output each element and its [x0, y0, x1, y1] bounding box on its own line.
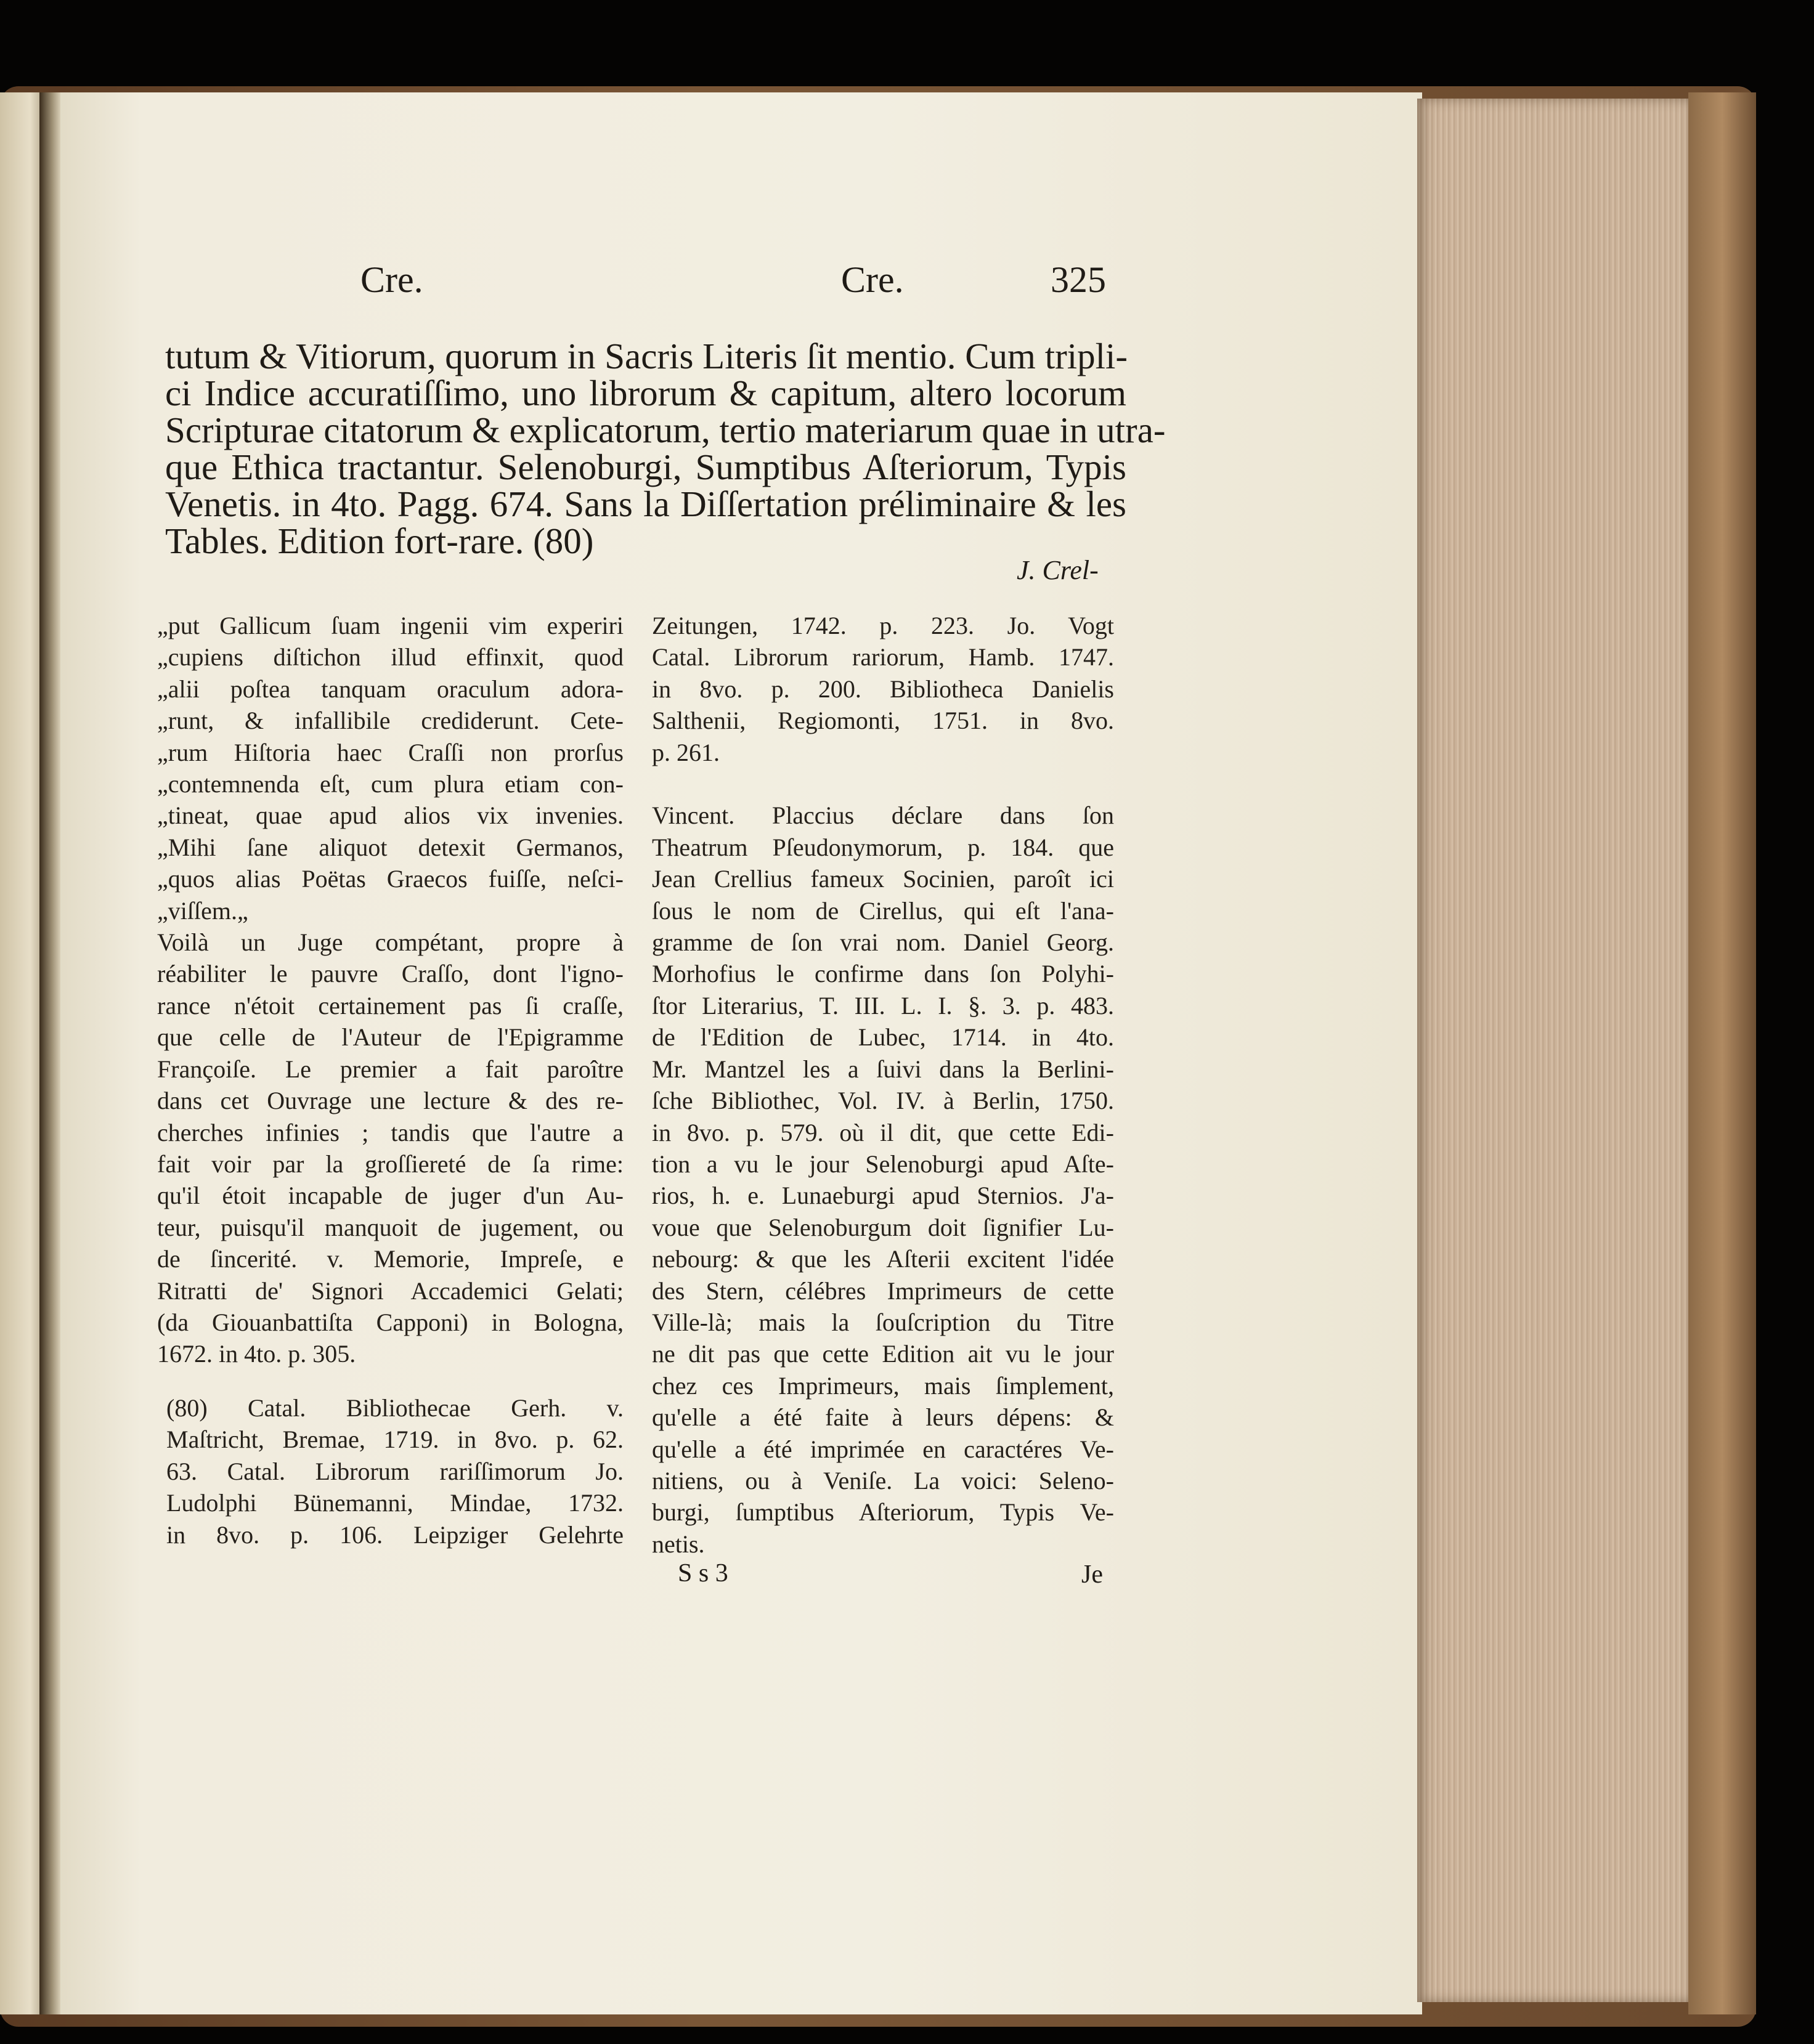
text-line: Ritratti de' Signori Accademici Gelati;	[157, 1276, 624, 1305]
column-catchword: J. Crel-	[1017, 555, 1099, 585]
text-line: „rum Hiſtoria haec Craſſi non prorſus	[157, 738, 624, 766]
text-line: „tineat, quae apud alios vix invenies.	[157, 801, 624, 830]
text-line: voue que Selenoburgum doit ſignifier Lu-	[652, 1213, 1114, 1241]
text-line: Salthenii, Regiomonti, 1751. in 8vo.	[652, 707, 1114, 735]
body-line: Venetis. in 4to. Pagg. 674. Sans la Diſſertation préliminaire & les	[165, 484, 1126, 524]
footnote-line: Ludolphi Bünemanni, Mindae, 1732.	[166, 1489, 624, 1517]
text-line: fait voir par la groſſiereté de ſa rime:	[157, 1150, 624, 1178]
running-head-left: Cre.	[360, 259, 423, 300]
cover-edge	[1688, 92, 1756, 2014]
text-line: qu'il étoit incapable de juger d'un Au-	[157, 1182, 624, 1210]
page-edges	[1417, 99, 1688, 2002]
text-line: qu'elle a été imprimée en caractéres Ve-	[652, 1435, 1114, 1463]
footnote	[166, 1392, 624, 1551]
text-line: in 8vo. p. 200. Bibliotheca Danielis	[652, 675, 1114, 703]
text-line: tion a vu le jour Selenoburgi apud Aſte-	[652, 1150, 1114, 1178]
text-line: Vincent. Placcius déclare dans ſon	[652, 801, 1114, 830]
footnote-line: Maſtricht, Bremae, 1719. in 8vo. p. 62.	[166, 1426, 624, 1454]
text-line: rance n'étoit certainement pas ſi craſſe,	[157, 991, 624, 1020]
text-line: „runt, & infallibile crediderunt. Cete-	[157, 707, 624, 735]
text-line: Ville-là; mais la ſouſcription du Titre	[652, 1308, 1114, 1336]
text-line: de ſincerité. v. Memorie, Impreſe, e	[157, 1245, 624, 1273]
footnote-line: (80) Catal. Bibliothecae Gerh. v.	[166, 1394, 624, 1422]
text-line: Jean Crellius fameux Socinien, paroît ici	[652, 865, 1114, 893]
text-line: „Mihi ſane aliquot detexit Germanos,	[157, 833, 624, 861]
text-line: „viſſem.„	[157, 896, 248, 925]
catchword: Je	[1081, 1560, 1103, 1589]
text-line: cherches infinies ; tandis que l'autre a	[157, 1118, 624, 1146]
text-line: rios, h. e. Lunaeburgi apud Sternios. J'a-	[652, 1182, 1114, 1210]
text-line: que celle de l'Auteur de l'Epigramme	[157, 1023, 624, 1052]
text-line: „cupiens diſtichon illud effinxit, quod	[157, 643, 624, 671]
signature-mark: S s 3	[678, 1559, 728, 1588]
text-line: Catal. Librorum rariorum, Hamb. 1747.	[652, 643, 1114, 671]
text-line: dans cet Ouvrage une lecture & des re-	[157, 1087, 624, 1115]
left-column	[157, 610, 624, 1370]
body-line: ci Indice accuratiſſimo, uno librorum & capitum, altero locorum	[165, 373, 1126, 413]
text-line: gramme de ſon vrai nom. Daniel Georg.	[652, 928, 1114, 957]
text-line: „alii poſtea tanquam oraculum adora-	[157, 675, 624, 703]
text-line: réabiliter le pauvre Craſſo, dont l'igno-	[157, 960, 624, 988]
text-line: Morhofius le confirme dans ſon Polyhi-	[652, 960, 1114, 988]
page-number: 325	[1051, 259, 1106, 300]
text-line: „put Gallicum ſuam ingenii vim experiri	[157, 612, 624, 639]
text-line: „quos alias Poëtas Graecos fuiſſe, neſci-	[157, 865, 624, 893]
running-head-center: Cre.	[841, 259, 904, 300]
text-line: nebourg: & que les Aſterii excitent l'idée	[652, 1245, 1114, 1273]
text-line: qu'elle a été faite à leurs dépens: &	[652, 1403, 1114, 1432]
body-line: tutum & Vitiorum, quorum in Sacris Literis ſit mentio. Cum tripli-	[165, 336, 1128, 376]
text-line: teur, puisqu'il manquoit de jugement, ou	[157, 1213, 624, 1241]
footnote-line: 63. Catal. Librorum rariſſimorum Jo.	[166, 1457, 624, 1485]
text-line: p. 261.	[652, 738, 720, 766]
text-line: ſtor Literarius, T. III. L. I. §. 3. p. 483.	[652, 991, 1114, 1020]
text-line: Zeitungen, 1742. p. 223. Jo. Vogt	[652, 612, 1114, 639]
text-line: nitiens, ou à Veniſe. La voici: Seleno-	[652, 1466, 1114, 1494]
right-column	[652, 610, 1114, 1560]
text-line: in 8vo. p. 579. où il dit, que cette Edi-	[652, 1118, 1114, 1146]
paragraph-gap	[652, 768, 1114, 800]
text-line: Mr. Mantzel les a ſuivi dans la Berlini-	[652, 1055, 1114, 1083]
gutter	[39, 92, 60, 2014]
body-line: que Ethica tractantur. Selenoburgi, Sumptibus Aſteriorum, Typis	[165, 447, 1126, 487]
text-line: ne dit pas que cette Edition ait vu le jour	[652, 1340, 1114, 1368]
text-line: burgi, ſumptibus Aſteriorum, Typis Ve-	[652, 1498, 1114, 1527]
left-page-edge	[0, 92, 43, 2014]
text-line: de l'Edition de Lubec, 1714. in 4to.	[652, 1023, 1114, 1052]
text-line: Voilà un Juge compétant, propre à	[157, 928, 624, 957]
text-line: des Stern, célébres Imprimeurs de cette	[652, 1276, 1114, 1305]
text-line: Françoiſe. Le premier a fait paroître	[157, 1055, 624, 1083]
text-line: (da Giouanbattiſta Capponi) in Bologna,	[157, 1308, 624, 1336]
text-line: ſous le nom de Cirellus, qui eſt l'ana-	[652, 896, 1114, 925]
text-line: netis.	[652, 1530, 705, 1558]
body-line: Tables. Edition fort-rare. (80)	[165, 521, 594, 561]
text-line: „contemnenda eſt, cum plura etiam con-	[157, 770, 624, 798]
text-line: 1672. in 4to. p. 305.	[157, 1340, 356, 1368]
body-line: Scripturae citatorum & explicatorum, tertio materiarum quae in utra-	[165, 410, 1166, 450]
footnote-line: in 8vo. p. 106. Leipziger Gelehrte	[166, 1520, 624, 1549]
text-line: ſche Bibliothec, Vol. IV. à Berlin, 1750.	[652, 1087, 1114, 1115]
text-line: Theatrum Pſeudonymorum, p. 184. que	[652, 833, 1114, 861]
text-line: chez ces Imprimeurs, mais ſimplement,	[652, 1371, 1114, 1400]
